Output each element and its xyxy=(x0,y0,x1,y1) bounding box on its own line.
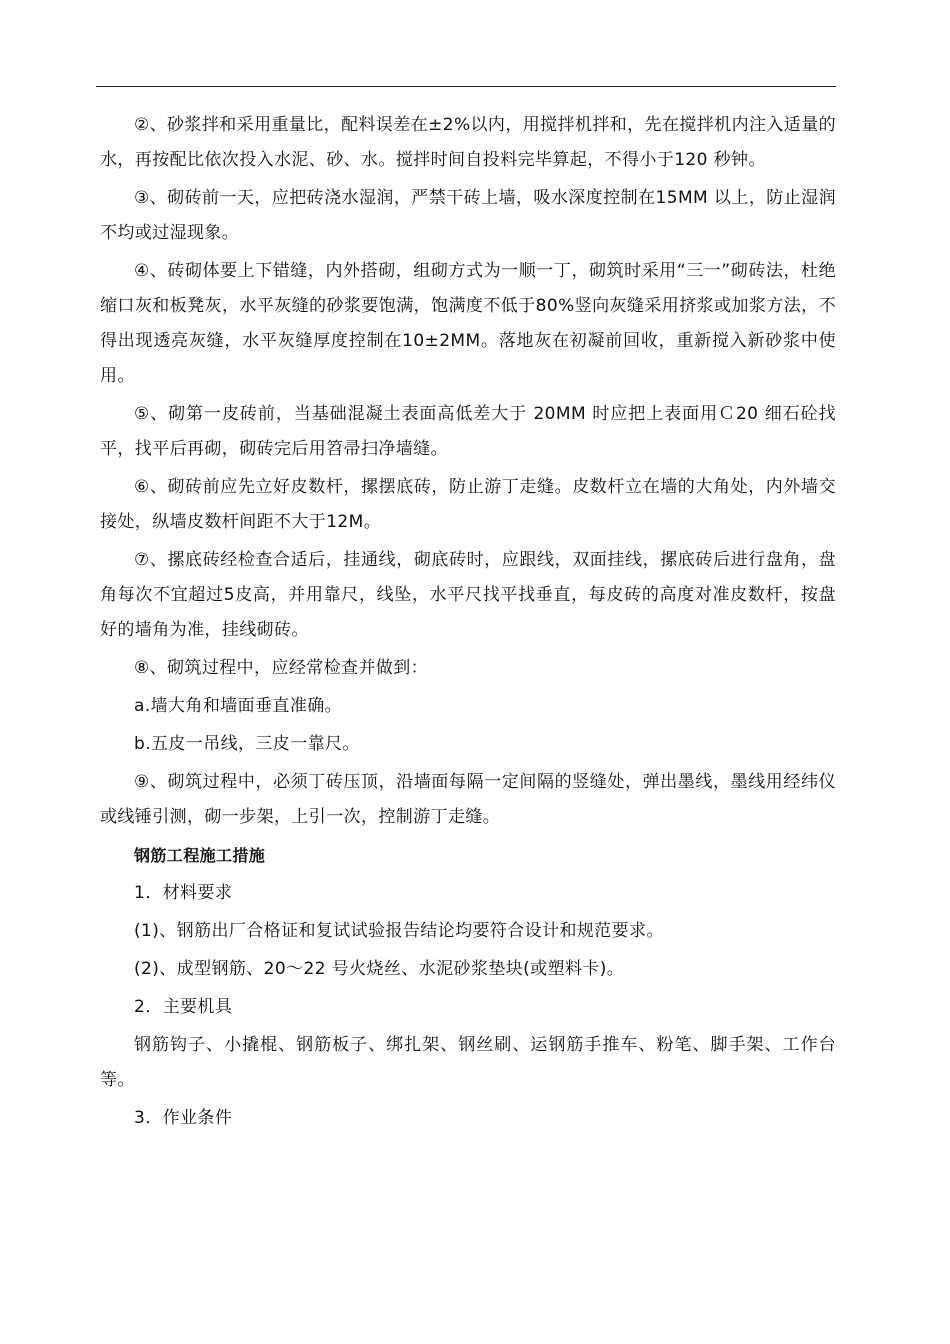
list-item-a: a.墙大角和墙面垂直准确。 xyxy=(134,696,343,716)
subsection-tools: 2．主要机具 xyxy=(134,997,233,1017)
list-item-materials-1: (1)、钢筋出厂合格证和复试试验报告结论均要符合设计和规范要求。 xyxy=(134,921,664,941)
subsection-work-conditions: 3．作业条件 xyxy=(134,1108,233,1128)
section-heading-rebar: 钢筋工程施工措施 xyxy=(134,846,266,865)
document-body xyxy=(100,108,836,1139)
paragraph-mortar-mixing: ②、砂浆拌和采用重量比，配料误差在±2%以内，用搅拌机拌和，先在搅拌机内注入适量的水，再按配比依次投入水泥、砂、水。搅拌时间自投料完毕算起，不得小于120 秒钟。 xyxy=(100,115,836,170)
paragraph-corner-building: ⑦、摞底砖经检查合适后，挂通线，砌底砖时，应跟线，双面挂线，摞底砖后进行盘角，盘角每次不宜超过5皮高，并用靠尺，线坠，水平尺找平找垂直，每皮砖的高度对准皮数杆，按盘好的墙角为准，挂线砌砖。 xyxy=(100,550,836,640)
subsection-materials: 1．材料要求 xyxy=(134,883,233,903)
paragraph-masonry-bond: ④、砖砌体要上下错缝，内外搭砌，组砌方式为一顺一丁，砌筑时采用“三一”砌砖法，杜绝缩口灰和板凳灰，水平灰缝的砂浆要饱满，饱满度不低于80%竖向灰缝采用挤浆或加浆方法，不得出现透亮灰缝，水平灰缝厚度控制在10±2MM。落地灰在初凝前回收，重新搅入新砂浆中使用。 xyxy=(100,261,836,386)
paragraph-top-course: ⑨、砌筑过程中，必须丁砖压顶，沿墙面每隔一定间隔的竖缝处，弹出墨线，墨线用经纬仪或线锤引测，砌一步架，上引一次，控制游丁走缝。 xyxy=(100,772,836,827)
paragraph-brick-wetting: ③、砌砖前一天，应把砖浇水湿润，严禁干砖上墙，吸水深度控制在15MM 以上，防止湿润不均或过湿现象。 xyxy=(100,188,836,243)
paragraph-tools-list: 钢筋钩子、小撬棍、钢筋板子、绑扎架、钢丝刷、运钢筋手推车、粉笔、脚手架、工作台等。 xyxy=(100,1035,836,1090)
header-rule xyxy=(96,86,836,87)
paragraph-inspection-intro: ⑧、砌筑过程中，应经常检查并做到： xyxy=(134,658,429,678)
paragraph-first-course: ⑤、砌第一皮砖前，当基础混凝土表面高低差大于 20MM 时应把上表面用Ｃ20 细石砼找平，找平后再砌，砌砖完后用笤帚扫净墙缝。 xyxy=(100,404,836,459)
paragraph-story-pole: ⑥、砌砖前应先立好皮数杆，摞摆底砖，防止游丁走缝。皮数杆立在墙的大角处，内外墙交接处，纵墙皮数杆间距不大于12M。 xyxy=(100,477,836,532)
list-item-materials-2: (2)、成型钢筋、20～22 号火烧丝、水泥砂浆垫块(或塑料卡)。 xyxy=(134,959,625,979)
list-item-b: b.五皮一吊线，三皮一靠尺。 xyxy=(134,734,360,754)
